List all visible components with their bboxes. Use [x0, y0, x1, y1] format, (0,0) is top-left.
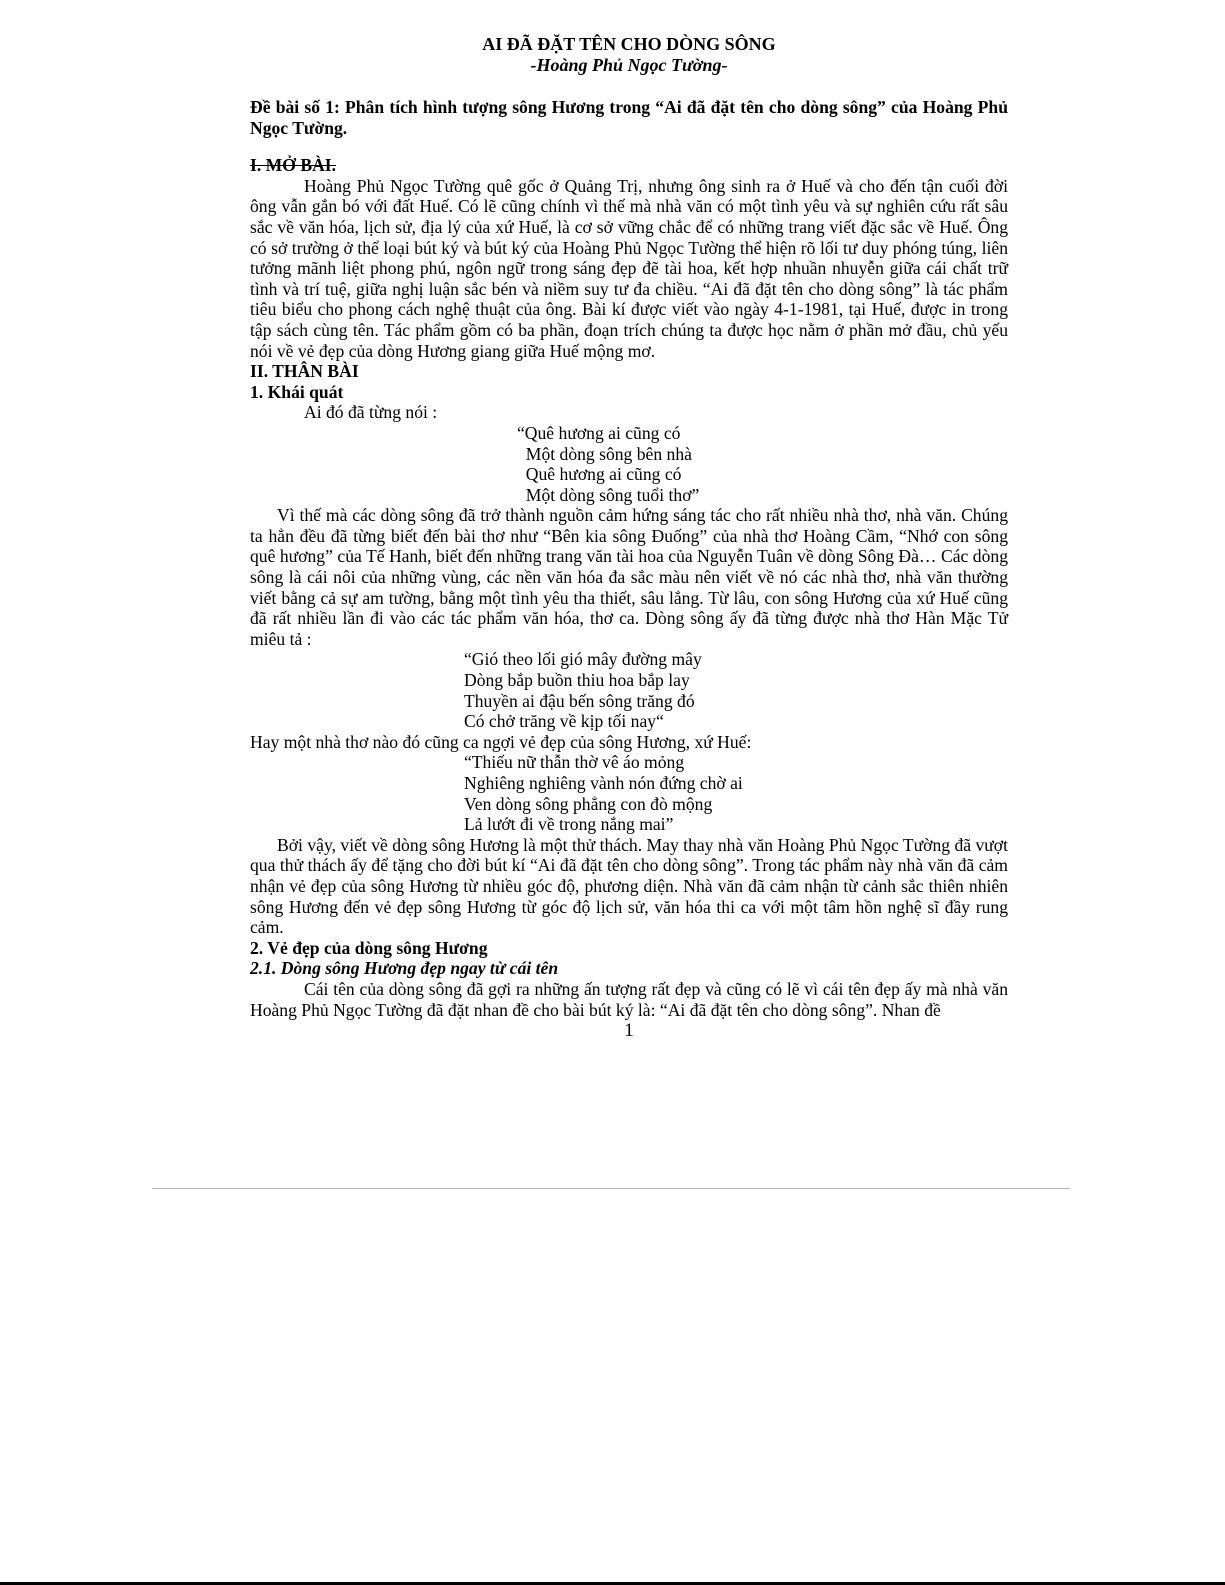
verse-line: Thuyền ai đậu bến sông trăng đó [464, 690, 695, 711]
verse-line: Nghiêng nghiêng vành nón đứng chờ ai [464, 773, 743, 793]
verse-line: Ven dòng sông phẳng con đò mộng [464, 793, 713, 814]
paragraph-2: Vì thế mà các dòng sông đã trở thành nguồn cảm hứng sáng tác cho rất nhiều nhà thơ, nhà văn. Chúng ta hẳn đều đã từng biết đến bài thơ như “Bên kia sông Đuống” của nhà thơ Hoàng Cầm, “Nhớ con sông quê hương” của Tế Hanh, biết đến những trang văn tài hoa của Nguyễn Tuân về dòng Sông Đà… Các dòng sông là cái nôi của những vùng, các nền văn hóa đa sắc màu nên viết về nó các nhà thơ, nhà văn thường viết bằng cả sự am tường, bằng một tình yêu tha thiết, sâu lắng. Từ lâu, con sông Hương của xứ Huế cũng đã rất nhiều lần đi vào các tác phẩm văn hóa, thơ ca. Dòng sông ấy đã từng được nhà thơ Hàn Mặc Tử miêu tả : [250, 505, 1008, 649]
page-number: 1 [624, 1020, 634, 1042]
document-page [250, 34, 1008, 1042]
section-heading-mo-bai: I. MỞ BÀI. [250, 155, 337, 176]
verse-line: “Gió theo lối gió mây đường mây [464, 649, 702, 670]
verse-block-1 [250, 423, 1008, 505]
paragraph-mo-bai: Hoàng Phủ Ngọc Tường quê gốc ở Quảng Trị, nhưng ông sinh ra ở Huế và cho đến tận cuối đời ông vẫn gắn bó với đất Huế. Có lẽ cũng chính vì thế mà nhà văn có một tình yêu và sự nghiên cứu rất sâu sắc về văn hóa, lịch sử, địa lý của xứ Huế, là cơ sở vững chắc để có những trang viết đặc sắc về Huế. Ông có sở trường ở thể loại bút ký và bút ký của Hoàng Phủ Ngọc Tường thể hiện rõ lối tư duy phóng túng, liên tưởng mãnh liệt phong phú, ngôn ngữ trong sáng đẹp đẽ tài hoa, kết hợp nhuần nhuyễn giữa cái chất trữ tình và trí tuệ, giữa nghị luận sắc bén và niềm suy tư đa chiều. “Ai đã đặt tên cho dòng sông” là tác phẩm tiêu biểu cho phong cách nghệ thuật của ông. Bài kí được viết vào ngày 4-1-1981, tại Huế, được in trong tập sách cùng tên. Tác phẩm gồm có ba phần, đoạn trích chúng ta được học nằm ở phần mở đầu, chủ yếu nói về vẻ đẹp của dòng Hương giang giữa Huế mộng mơ. [250, 175, 1008, 361]
page-divider [152, 1188, 1070, 1189]
section-heading-than-bai: II. THÂN BÀI [250, 361, 359, 382]
essay-prompt: Đề bài số 1: Phân tích hình tượng sông Hương trong “Ai đã đặt tên cho dòng sông” của Hoàng Phủ Ngọc Tường. [250, 97, 1008, 138]
verse-3-lead: Hay một nhà thơ nào đó cũng ca ngợi vẻ đẹp của sông Hương, xứ Huế: [250, 731, 752, 752]
verse-line: Dòng bắp buồn thiu hoa bắp lay [464, 670, 690, 691]
verse-line: Quê hương ai cũng có [517, 464, 682, 485]
verse-line: Một dòng sông tuổi thơ” [517, 484, 700, 505]
verse-line: Lả lướt đi về trong nắng mai” [464, 814, 674, 835]
subsection-heading-khai-quat: 1. Khái quát [250, 381, 344, 402]
subsection-heading-ve-dep: 2. Vẻ đẹp của dòng sông Hương [250, 937, 488, 958]
document-author: -Hoàng Phủ Ngọc Tường- [530, 55, 728, 75]
verse-line: Một dòng sông bên nhà [517, 443, 692, 464]
paragraph-4: Cái tên của dòng sông đã gợi ra những ấn tượng rất đẹp và cũng có lẽ vì cái tên đẹp ấy mà nhà văn Hoàng Phủ Ngọc Tường đã đặt nhan đề cho bài bút ký là: “Ai đã đặt tên cho dòng sông”. Nhan đề [250, 978, 1008, 1020]
verse-block-2 [250, 649, 1008, 731]
verse-line: “Thiếu nữ thẫn thờ vê áo mỏng [464, 752, 685, 773]
quote-lead: Ai đó đã từng nói : [304, 402, 438, 423]
paragraph-3: Bởi vậy, viết về dòng sông Hương là một thử thách. May thay nhà văn Hoàng Phủ Ngọc Tường đã vượt qua thử thách ấy để tặng cho đời bút kí “Ai đã đặt tên cho dòng sông”. Trong tác phẩm này nhà văn đã cảm nhận vẻ đẹp của sông Hương từ nhiều góc độ, phương diện. Nhà văn đã cảm nhận từ cảnh sắc thiên nhiên sông Hương đến vẻ đẹp sông Hương từ góc độ lịch sử, văn hóa thi ca với một tâm hồn nghệ sĩ đầy rung cảm. [250, 834, 1008, 938]
verse-line: “Quê hương ai cũng có [517, 422, 681, 443]
subsection-heading-2-1: 2.1. Dòng sông Hương đẹp ngay từ cái tên [250, 958, 559, 979]
verse-block-3 [250, 752, 1008, 834]
verse-line: Có chở trăng về kịp tối nay“ [464, 711, 664, 732]
document-title: AI ĐÃ ĐẶT TÊN CHO DÒNG SÔNG [482, 34, 776, 54]
